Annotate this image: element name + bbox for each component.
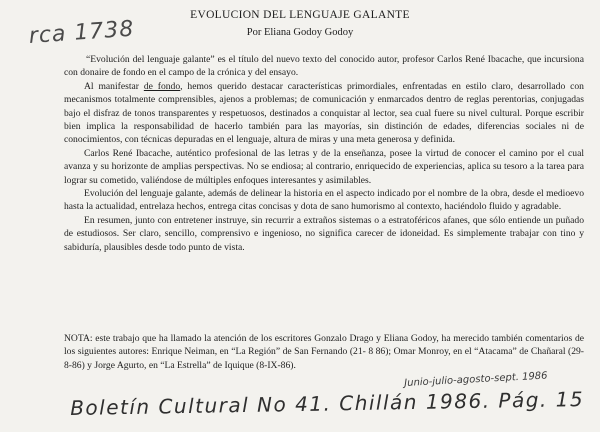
paragraph-3 <box>64 147 584 187</box>
article-title: EVOLUCION DEL LENGUAJE GALANTE <box>190 9 410 21</box>
handwritten-source-note: Boletín Cultural No 41. Chillán 1986. Pág. 15 <box>70 387 585 420</box>
paragraph-4-text: Evolución del lenguaje galante, además de delinear la historia en el aspecto indicado por el nombre de la obra, desde el medioevo hasta la actualidad, entrelaza hechos, entrega citas concisas y dota de sano humorismo al contexto, haciéndolo fluido y agradable. <box>64 188 584 213</box>
paragraph-2-text-start: Al manifestar <box>84 80 144 92</box>
underlined-phrase: de fondo <box>143 80 181 92</box>
paragraph-5 <box>64 214 584 254</box>
paragraph-3-text: Carlos René Ibacache, auténtico profesional de las letras y de la enseñanza, posee la virtud de conocer el camino por el cual avanza y su horizonte de amplias perspectivas. No se endiosa; al contrario, enriquecido de experiencias, aplica su tesoro a la tarea para lograr su cometido, valiéndose de múltiples enfoques interesantes y asimilables. <box>64 147 584 186</box>
paragraph-5-text: En resumen, junto con entretener instruye, sin recurrir a extraños sistemas o a estratoféricos afanes, que sólo entiende un puñado de estudiosos. Ser claro, sencillo, comprensivo e ingenioso, no significa carecer de idoneidad. Es simplemente trabajar con tino y sabiduría, plausibles desde todo punto de vista. <box>64 214 584 253</box>
article-note: NOTA: este trabajo que ha llamado la atención de los escritores Gonzalo Drago y Eliana Godoy, ha merecido también comentarios de los siguientes autores: Enrique Neiman, en “La Región” de San Fernando (21- 8 86); Omar Monroy, en el “Atacama” de Chañaral (29-8-86) y Jorge Agurto, en “La Estrella” de Iquique (8-IX-86). <box>64 333 584 371</box>
paragraph-4 <box>64 187 584 214</box>
handwritten-date-note: Junio-julio-agosto-sept. 1986 <box>404 370 548 389</box>
paragraph-1 <box>64 53 584 80</box>
article-body <box>64 53 584 254</box>
article-byline: Por Eliana Godoy Godoy <box>246 27 354 38</box>
paragraph-1-text: “Evolución del lenguaje galante” es el título del nuevo texto del conocido autor, profesor Carlos René Ibacache, que incursiona con donaire de fondo en el campo de la crónica y del ensayo. <box>64 54 584 79</box>
paragraph-2 <box>64 80 584 147</box>
paragraph-2-text-end: , hemos querido destacar características primordiales, enfrentadas en estilo claro, desarrollado con mecanismos totalmente comprensibles, ajenos a problemas; de comunicación y enmarcados dentro de reglas perentorias, conjugadas bajo el disfraz de tonos transparentes y respetuosos, destinados a conquistar al lector, sea cual fuere su nivel cultural. Porque escribir bien implica la responsabilidad de hacerlo también para las mayorías, sin distinción de edades, diferencias sociales ni de conocimientos, con técnicas depuradas en el lenguaje, altura de miras y una meta generosa y definida. <box>64 80 584 146</box>
handwritten-margin-code: rca 1738 <box>28 16 136 49</box>
